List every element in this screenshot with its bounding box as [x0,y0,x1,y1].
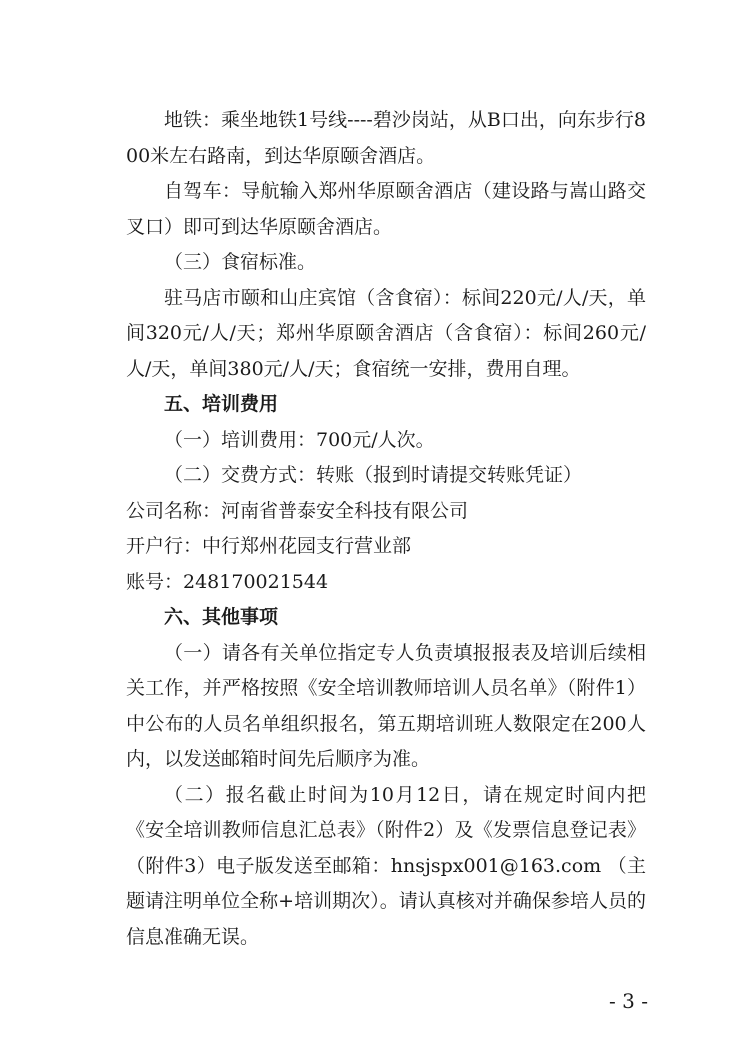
paragraph-driving: 自驾车：导航输入郑州华原颐舍酒店（建设路与嵩山路交叉口）即可到达华原颐舍酒店。 [126,180,646,238]
paragraph-payment-method: （二）交费方式：转账（报到时请提交转账凭证） [164,464,583,486]
section-heading-fees: 五、培训费用 [164,393,279,415]
paragraph-subway: 地铁：乘坐地铁1号线----碧沙岗站，从B口出，向东步行800米左右路南，到达华原颐舍酒店。 [126,109,646,167]
paragraph-other-1: （一）请各有关单位指定专人负责填报报表及培训后续相关工作，并严格按照《安全培训教师培训人员名单》（附件1）中公布的人员名单组织报名，第五期培训班人数限定在200人内，以发送邮箱时间先后顺序为准。 [126,641,646,770]
paragraph-company-name: 公司名称：河南省普泰安全科技有限公司 [126,499,469,522]
paragraph-lodging-detail: 驻马店市颐和山庄宾馆（含食宿）：标间220元/人/天，单间320元/人/天；郑州华原颐舍酒店（含食宿）：标间260元/人/天，单间380元/人/天；食宿统一安排，费用自理。 [126,286,646,380]
paragraph-bank: 开户行：中行郑州花园支行营业部 [126,535,412,557]
paragraph-account: 账号：248170021544 [126,570,329,593]
paragraph-lodging-title: （三）食宿标准。 [164,251,317,273]
section-heading-other: 六、其他事项 [164,606,279,628]
paragraph-other-2: （二）报名截止时间为10月12日，请在规定时间内把《安全培训教师信息汇总表》（附件2）及《发票信息登记表》（附件3）电子版发送至邮箱：hnsjspx001@163.com （主题请注明单位全称+培训期次）。请认真核对并确保参培人员的信息准确无误。 [126,783,646,948]
page-number: - 3 - [609,989,648,1013]
paragraph-fee-amount: （一）培训费用：700元/人次。 [164,428,435,451]
document-body [126,103,646,955]
